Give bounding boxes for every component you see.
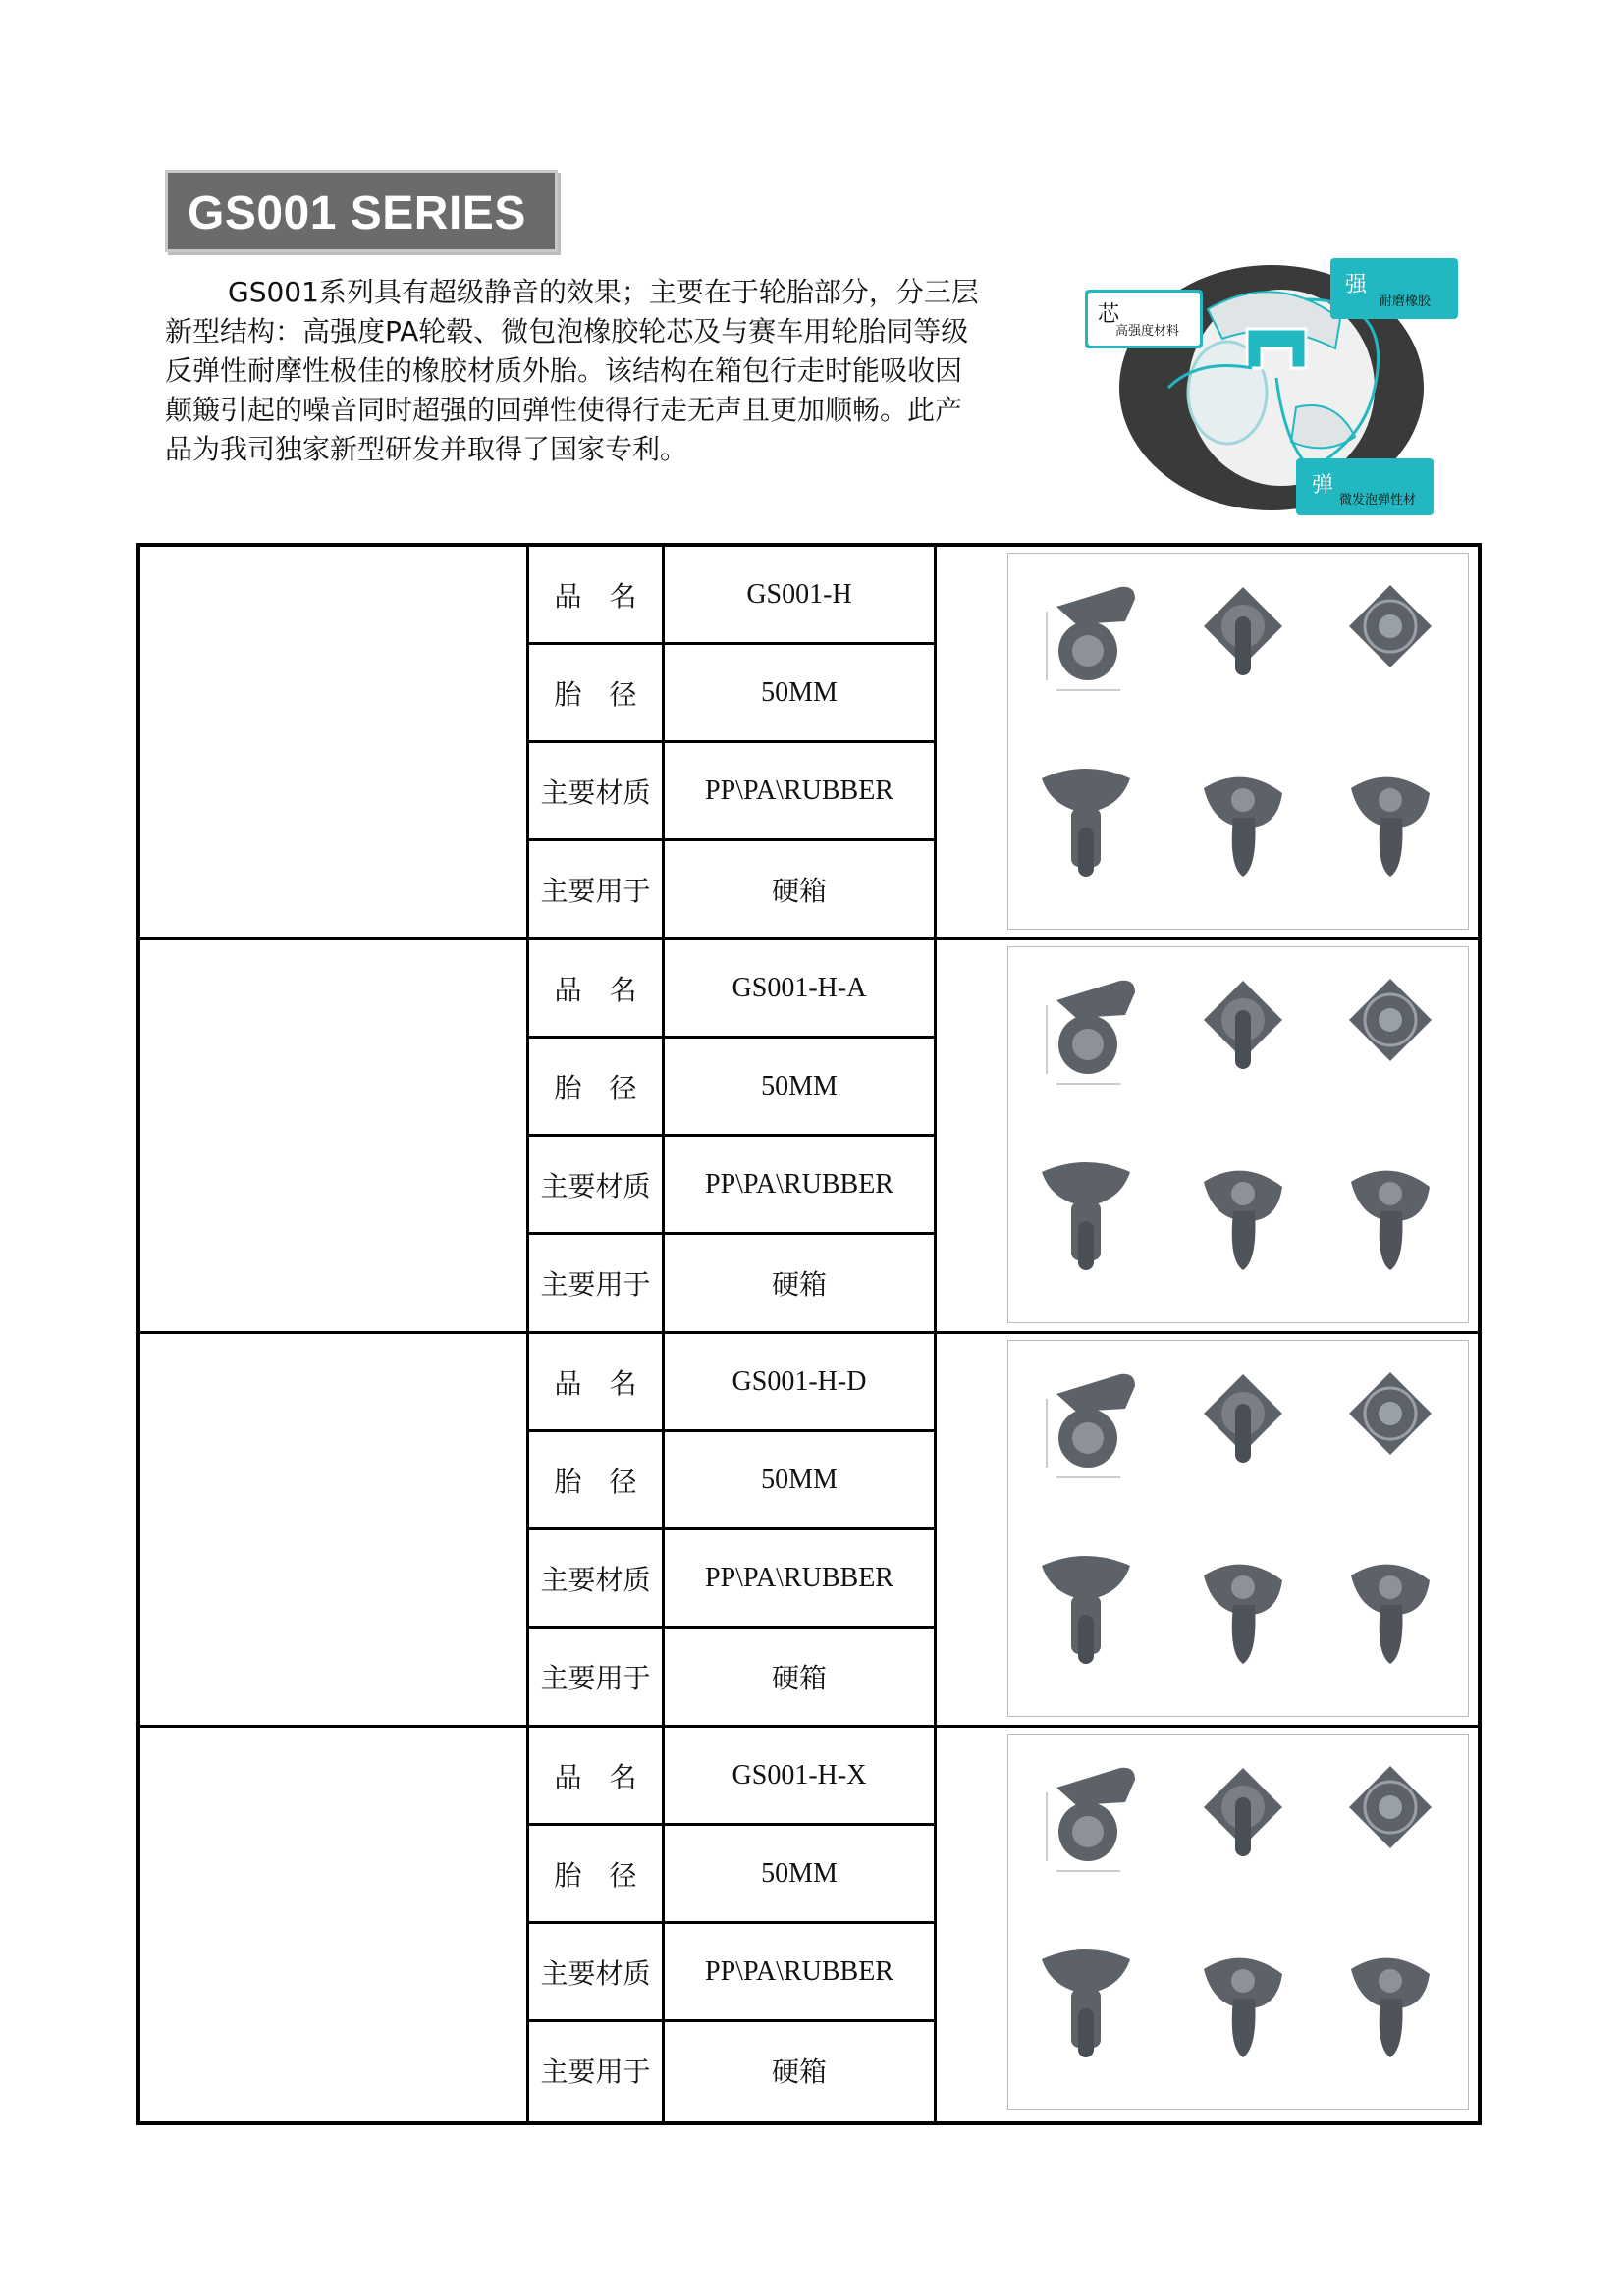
name-value: GS001-H-D: [731, 1365, 867, 1397]
usage-label: 主要用于: [540, 2056, 651, 2088]
name-value: GS001-H-A: [731, 972, 867, 1003]
product-block-gs001-h-d: [140, 1334, 1478, 1728]
name-label: 品 名: [554, 579, 637, 613]
product-photo-area: [140, 1728, 526, 2121]
name-label: 品 名: [554, 1366, 637, 1400]
diameter-label: 胎 径: [554, 1071, 637, 1104]
name-label: 品 名: [554, 973, 637, 1006]
core-tag-char: 芯: [1098, 302, 1120, 327]
strong-tag-label: 耐磨橡胶: [1380, 294, 1432, 309]
diameter-value: 50MM: [761, 1857, 838, 1889]
intro-line-4: 颠簸引起的噪音同时超强的回弹性使得行走无声且更加顺畅。此产: [165, 394, 963, 426]
diameter-value: 50MM: [761, 1070, 838, 1101]
series-title: GS001 SERIES: [188, 187, 526, 240]
series-title-box: [165, 170, 558, 252]
caster-renderings: [972, 1728, 1478, 2118]
diameter-label: 胎 径: [554, 677, 637, 711]
caster-renderings: [972, 1334, 1478, 1725]
material-label: 主要材质: [540, 775, 651, 809]
usage-value: 硬箱: [771, 1270, 827, 1301]
intro-line-5: 品为我司独家新型研发并取得了国家专利。: [165, 433, 688, 465]
diameter-value: 50MM: [761, 1464, 838, 1495]
product-photo-area: [140, 940, 526, 1334]
name-label: 品 名: [554, 1760, 637, 1793]
diameter-label: 胎 径: [554, 1465, 637, 1498]
core-tag-label: 高强度材料: [1115, 324, 1180, 339]
material-label: 主要材质: [540, 1956, 651, 1990]
material-value: PP\PA\RUBBER: [705, 1562, 893, 1593]
product-block-gs001-h-x: [140, 1728, 1478, 2121]
usage-value: 硬箱: [771, 1664, 827, 1694]
product-table: [136, 543, 1482, 2125]
intro-line-2: 新型结构：高强度PA轮毂、微包泡橡胶轮芯及与赛车用轮胎同等级: [165, 315, 969, 347]
usage-label: 主要用于: [540, 1662, 651, 1694]
material-value: PP\PA\RUBBER: [705, 1168, 893, 1200]
usage-label: 主要用于: [540, 1268, 651, 1301]
intro-paragraph: [165, 273, 1049, 469]
material-value: PP\PA\RUBBER: [705, 1955, 893, 1987]
material-label: 主要材质: [540, 1169, 651, 1202]
elastic-tag-char: 弹: [1312, 473, 1334, 498]
wheel-cross-section-illustration: [1080, 240, 1473, 520]
usage-value: 硬箱: [771, 2057, 827, 2088]
wheel-structure-diagram: [1080, 240, 1473, 520]
intro-line-3: 反弹性耐摩性极佳的橡胶材质外胎。该结构在箱包行走时能吸收因: [165, 354, 963, 387]
product-photo-area: [140, 547, 526, 940]
usage-label: 主要用于: [540, 875, 651, 907]
caster-renderings: [972, 940, 1478, 1331]
usage-value: 硬箱: [771, 877, 827, 907]
name-value: GS001-H-X: [731, 1759, 867, 1790]
product-block-gs001-h-a: [140, 940, 1478, 1334]
caster-renderings: [972, 547, 1478, 937]
product-photo-area: [140, 1334, 526, 1728]
intro-line-1: GS001系列具有超级静音的效果；主要在于轮胎部分，分三层: [228, 276, 979, 308]
elastic-tag-label: 微发泡弹性材: [1339, 493, 1417, 507]
product-block-gs001-h: [140, 547, 1478, 940]
diameter-label: 胎 径: [554, 1858, 637, 1892]
diameter-value: 50MM: [761, 676, 838, 708]
name-value: GS001-H: [746, 578, 852, 610]
strong-tag-char: 强: [1345, 273, 1368, 297]
material-label: 主要材质: [540, 1563, 651, 1596]
material-value: PP\PA\RUBBER: [705, 774, 893, 806]
